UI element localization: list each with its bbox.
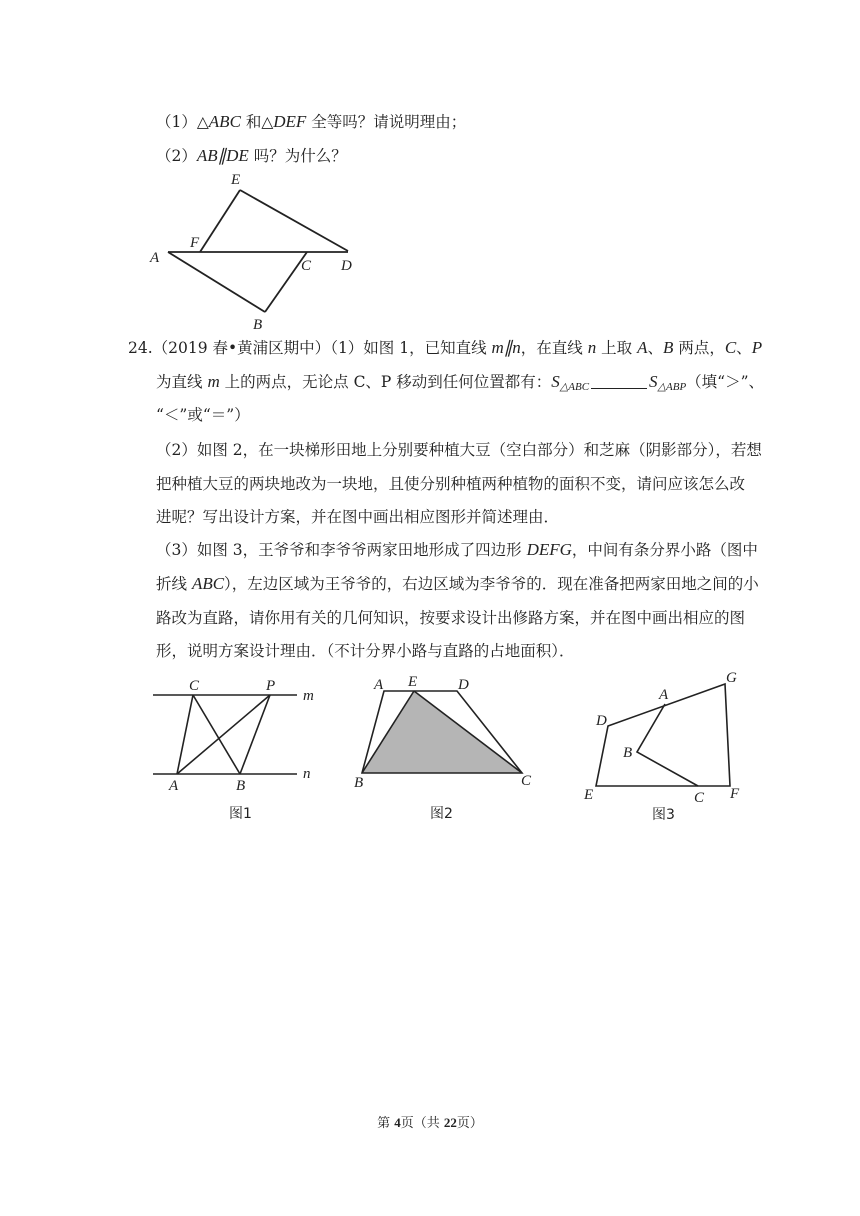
text: “＜”或“＝”） <box>156 406 250 424</box>
text: （3）如图 3，王爷爷和李爷爷两家田地形成了四边形 <box>156 541 527 559</box>
figure-2-caption: 图2 <box>430 806 453 822</box>
label-b: B <box>236 778 246 794</box>
shaded-triangle-ebc <box>362 691 522 773</box>
subscript: △ABC <box>559 381 590 393</box>
text: 和△ <box>240 113 274 131</box>
subscript: △ABP <box>657 381 687 393</box>
question-number: 24. <box>128 339 153 357</box>
segment-ab <box>168 252 265 312</box>
quad-defg: DEFG <box>526 540 572 559</box>
var-m: m <box>207 372 220 391</box>
label-p: P <box>266 678 276 694</box>
label-f: F <box>190 235 200 251</box>
label-e: E <box>408 674 418 690</box>
var-n: n <box>512 338 521 357</box>
text: 页） <box>456 1116 483 1131</box>
q23-part1 <box>156 112 466 132</box>
path-abc <box>637 704 698 786</box>
label-b: B <box>623 745 633 761</box>
text: 页（共 <box>400 1116 444 1131</box>
text: （1）如图 1，已知直线 <box>330 339 492 357</box>
var-m: m <box>491 338 504 357</box>
polyline-abc: ABC <box>191 574 225 593</box>
q24-line1 <box>128 338 762 358</box>
label-f: F <box>730 786 740 802</box>
text: 全等吗？请说明理由； <box>306 113 467 131</box>
text: 上的两点，无论点 C、P 移动到任何位置都有： <box>219 373 552 391</box>
q24-part2-line2 <box>156 474 745 494</box>
area-s: S <box>649 372 658 391</box>
label-a: A <box>150 250 160 266</box>
var-c: C <box>724 338 737 357</box>
page-total: 22 <box>443 1115 457 1130</box>
label-c: C <box>521 773 532 789</box>
q24-part3-line3 <box>156 608 745 628</box>
figure-3 <box>580 668 755 828</box>
figure-3-caption: 图3 <box>652 807 675 823</box>
label-c: C <box>694 790 705 806</box>
label-c: C <box>301 258 312 274</box>
q24-line2 <box>156 372 764 397</box>
text: 把种植大豆的两块地改为一块地，且使分别种植两种植物的面积不变，请问应该怎么改 <box>156 475 746 493</box>
text: 进呢？写出设计方案，并在图中画出相应图形并简述理由． <box>156 508 560 526</box>
q24-part3-line1 <box>156 540 758 560</box>
part-number: （2） <box>156 147 197 165</box>
triangle-symbol: △ <box>196 113 209 131</box>
parallel-symbol: ∥ <box>503 338 513 357</box>
text: 折线 <box>156 575 192 593</box>
part-number: （1） <box>156 113 197 131</box>
segment-ab: AB <box>196 146 218 165</box>
label-d: D <box>596 713 607 729</box>
text: ，在直线 <box>520 339 588 357</box>
text: （2）如图 2，在一块梯形田地上分别要种植大豆（空白部分）和芝麻（阴影部分），若想 <box>156 441 762 459</box>
q24-part2-line3 <box>156 507 559 527</box>
label-m: m <box>303 688 314 704</box>
text: 第 <box>377 1116 395 1131</box>
q24-part2-line1 <box>156 440 762 460</box>
label-d: D <box>458 677 469 693</box>
text: （填“＞”、 <box>686 373 765 391</box>
text: 为直线 <box>156 373 208 391</box>
label-b: B <box>354 775 364 791</box>
parallel-symbol: ∥ <box>217 146 227 165</box>
label-e: E <box>584 787 594 803</box>
text: 上取 <box>596 339 638 357</box>
text: ，中间有条分界小路（图中 <box>571 541 758 559</box>
segment-de: DE <box>226 146 249 165</box>
label-a: A <box>169 778 179 794</box>
page-number: 4 <box>394 1115 401 1130</box>
q24-part3-line4 <box>156 641 575 661</box>
label-n: n <box>303 766 311 782</box>
label-g: G <box>726 670 737 686</box>
var-b: B <box>663 338 674 357</box>
segment-ed <box>240 190 348 251</box>
text: 形，说明方案设计理由．（不计分界小路与直路的占地面积）． <box>156 642 575 660</box>
question-source: （2019 春•黄浦区期中） <box>152 339 331 357</box>
area-s: S <box>551 372 560 391</box>
label-a: A <box>659 687 669 703</box>
text: 两点， <box>673 339 725 357</box>
answer-blank[interactable] <box>591 374 647 389</box>
label-e: E <box>231 172 241 188</box>
var-p: P <box>751 338 763 357</box>
text: 路改为直路，请你用有关的几何知识，按要求设计出修路方案，并在图中画出相应的图 <box>156 609 746 627</box>
label-a: A <box>374 677 384 693</box>
q24-part3-line2 <box>156 574 759 594</box>
figure-2 <box>352 672 542 822</box>
q23-part2 <box>156 146 347 166</box>
q23-figure <box>140 166 380 336</box>
q24-line3 <box>156 405 250 425</box>
var-n: n <box>587 338 597 357</box>
triangle-def: DEF <box>273 112 307 131</box>
label-c: C <box>189 678 200 694</box>
figure-1 <box>145 672 330 822</box>
label-b: B <box>253 317 263 333</box>
label-d: D <box>341 258 352 274</box>
segment-cb <box>193 695 240 774</box>
page-footer <box>0 1112 860 1131</box>
text: ），左边区域为王爷爷的，右边区域为李爷爷的．现在准备把两家田地之间的小 <box>224 575 759 593</box>
triangle-abc: ABC <box>208 112 241 131</box>
var-a: A <box>637 338 648 357</box>
text: 、 <box>647 339 663 357</box>
segment-ef <box>200 190 240 252</box>
text: 、 <box>736 339 752 357</box>
figure-1-caption: 图1 <box>229 806 252 822</box>
text: 吗？为什么？ <box>248 147 347 165</box>
